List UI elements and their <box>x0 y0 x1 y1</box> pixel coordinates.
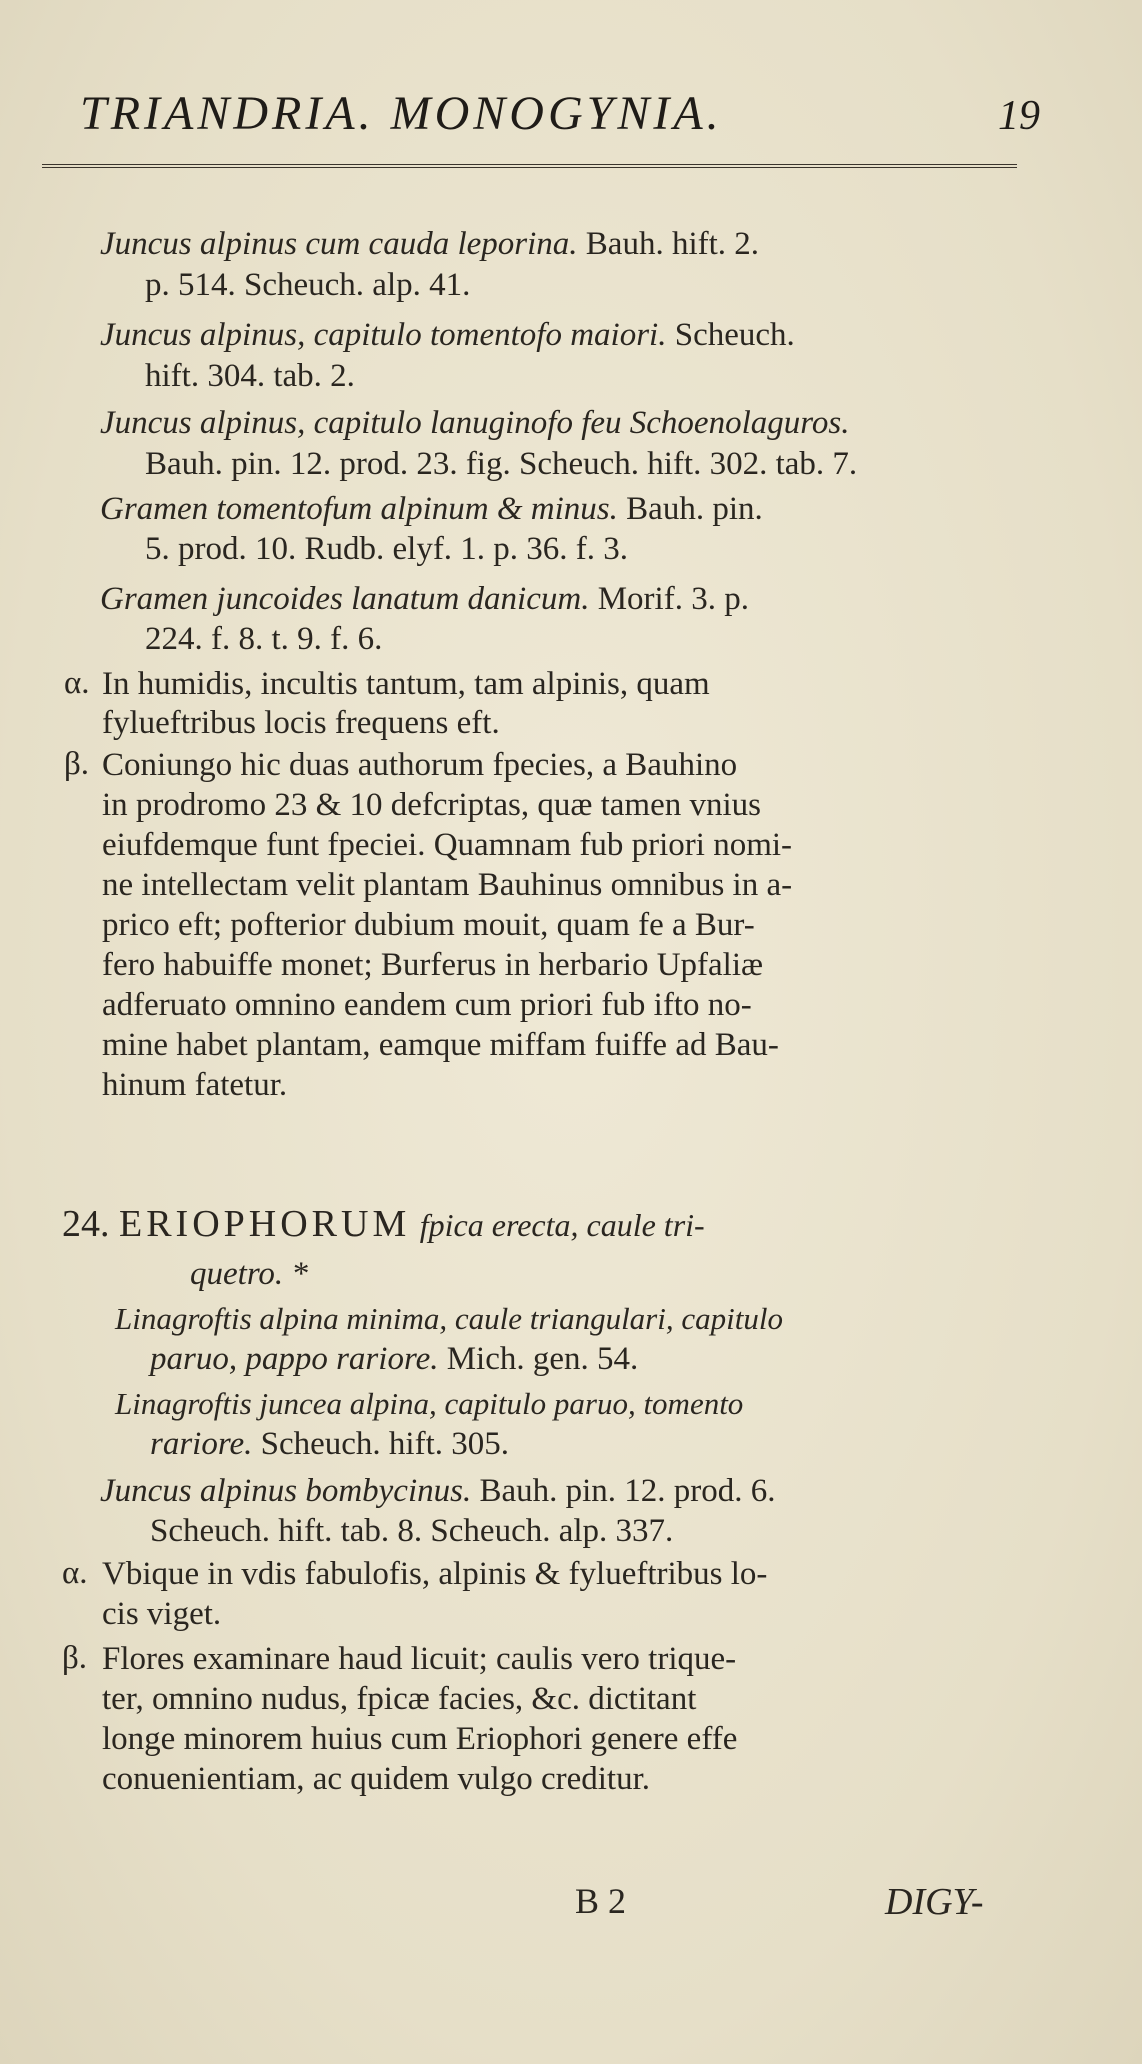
note-line: hinum fatetur. <box>102 1067 288 1103</box>
note-line: Vbique in vdis fabulofis, alpinis & fylueftribus lo- <box>102 1556 768 1592</box>
header-rule <box>42 164 1017 168</box>
page-number: 19 <box>998 93 1040 139</box>
note-line: conuenientiam, ac quidem vulgo creditur. <box>102 1761 650 1797</box>
note-line: mine habet plantam, eamque miffam fuiffe ad Bau- <box>102 1027 779 1063</box>
note-line: ter, omnino nudus, fpicæ facies, &c. dictitant <box>102 1681 697 1717</box>
note-line: ne intellectam velit plantam Bauhinus omnibus in a- <box>102 867 793 903</box>
species-heading: 24. ERIOPHORUM fpica erecta, caule tri- <box>62 1203 705 1245</box>
synonym-line: p. 514. Scheuch. alp. 41. <box>145 267 471 303</box>
alpha-marker: α. <box>64 665 90 701</box>
synonym-line: paruo, pappo rariore. Mich. gen. 54. <box>150 1341 639 1377</box>
note-line: Flores examinare haud licuit; caulis vero trique- <box>102 1641 737 1677</box>
alpha-marker: α. <box>62 1555 88 1591</box>
synonym-line: Gramen juncoides lanatum danicum. Morif. 3. p. <box>100 581 749 617</box>
synonym-line: hift. 304. tab. 2. <box>145 358 355 394</box>
note-line: cis viget. <box>102 1596 222 1632</box>
note-line: fero habuiffe monet; Burferus in herbario Upfaliæ <box>102 947 764 983</box>
note-line: longe minorem huius cum Eriophori genere effe <box>102 1721 738 1757</box>
catchword: DIGY- <box>885 1881 984 1923</box>
note-line: In humidis, incultis tantum, tam alpinis, quam <box>102 666 710 702</box>
synonym-line: Linagroftis juncea alpina, capitulo paruo, tomento <box>115 1386 744 1421</box>
synonym-line: Juncus alpinus, capitulo tomentofo maiori. Scheuch. <box>100 317 795 353</box>
synonym-line: Gramen tomentofum alpinum & minus. Bauh. pin. <box>100 491 763 527</box>
note-line: fylueftribus locis frequens eft. <box>102 705 500 741</box>
note-line: prico eft; pofterior dubium mouit, quam fe a Bur- <box>102 907 755 943</box>
synonym-line: Juncus alpinus cum cauda leporina. Bauh. hift. 2. <box>100 226 760 262</box>
note-line: Coniungo hic duas authorum fpecies, a Bauhino <box>102 747 738 783</box>
synonym-line: Juncus alpinus, capitulo lanuginofo feu Schoenolaguros. <box>100 405 850 441</box>
synonym-line: Scheuch. hift. tab. 8. Scheuch. alp. 337. <box>150 1513 674 1549</box>
running-title: TRIANDRIA. MONOGYNIA. <box>80 87 723 140</box>
beta-marker: β. <box>62 1640 88 1676</box>
synonym-line: rariore. Scheuch. hift. 305. <box>150 1426 509 1462</box>
note-line: in prodromo 23 & 10 defcriptas, quæ tamen vnius <box>102 787 761 823</box>
note-line: eiufdemque funt fpeciei. Quamnam fub priori nomi- <box>102 827 793 863</box>
synonym-line: Juncus alpinus bombycinus. Bauh. pin. 12. prod. 6. <box>100 1473 776 1509</box>
synonym-line: Linagroftis alpina minima, caule triangulari, capitulo <box>115 1301 783 1336</box>
synonym-line: Bauh. pin. 12. prod. 23. fig. Scheuch. hift. 302. tab. 7. <box>145 446 858 482</box>
signature-mark: B 2 <box>575 1881 627 1921</box>
page-footer <box>0 1880 1142 1930</box>
note-line: adferuato omnino eandem cum priori fub ifto no- <box>102 987 752 1023</box>
beta-marker: β. <box>64 746 90 782</box>
species-diagnosis: quetro. * <box>190 1256 308 1292</box>
page-header <box>80 86 1040 141</box>
synonym-line: 224. f. 8. t. 9. f. 6. <box>145 621 383 657</box>
synonym-line: 5. prod. 10. Rudb. elyf. 1. p. 36. f. 3. <box>145 531 629 567</box>
